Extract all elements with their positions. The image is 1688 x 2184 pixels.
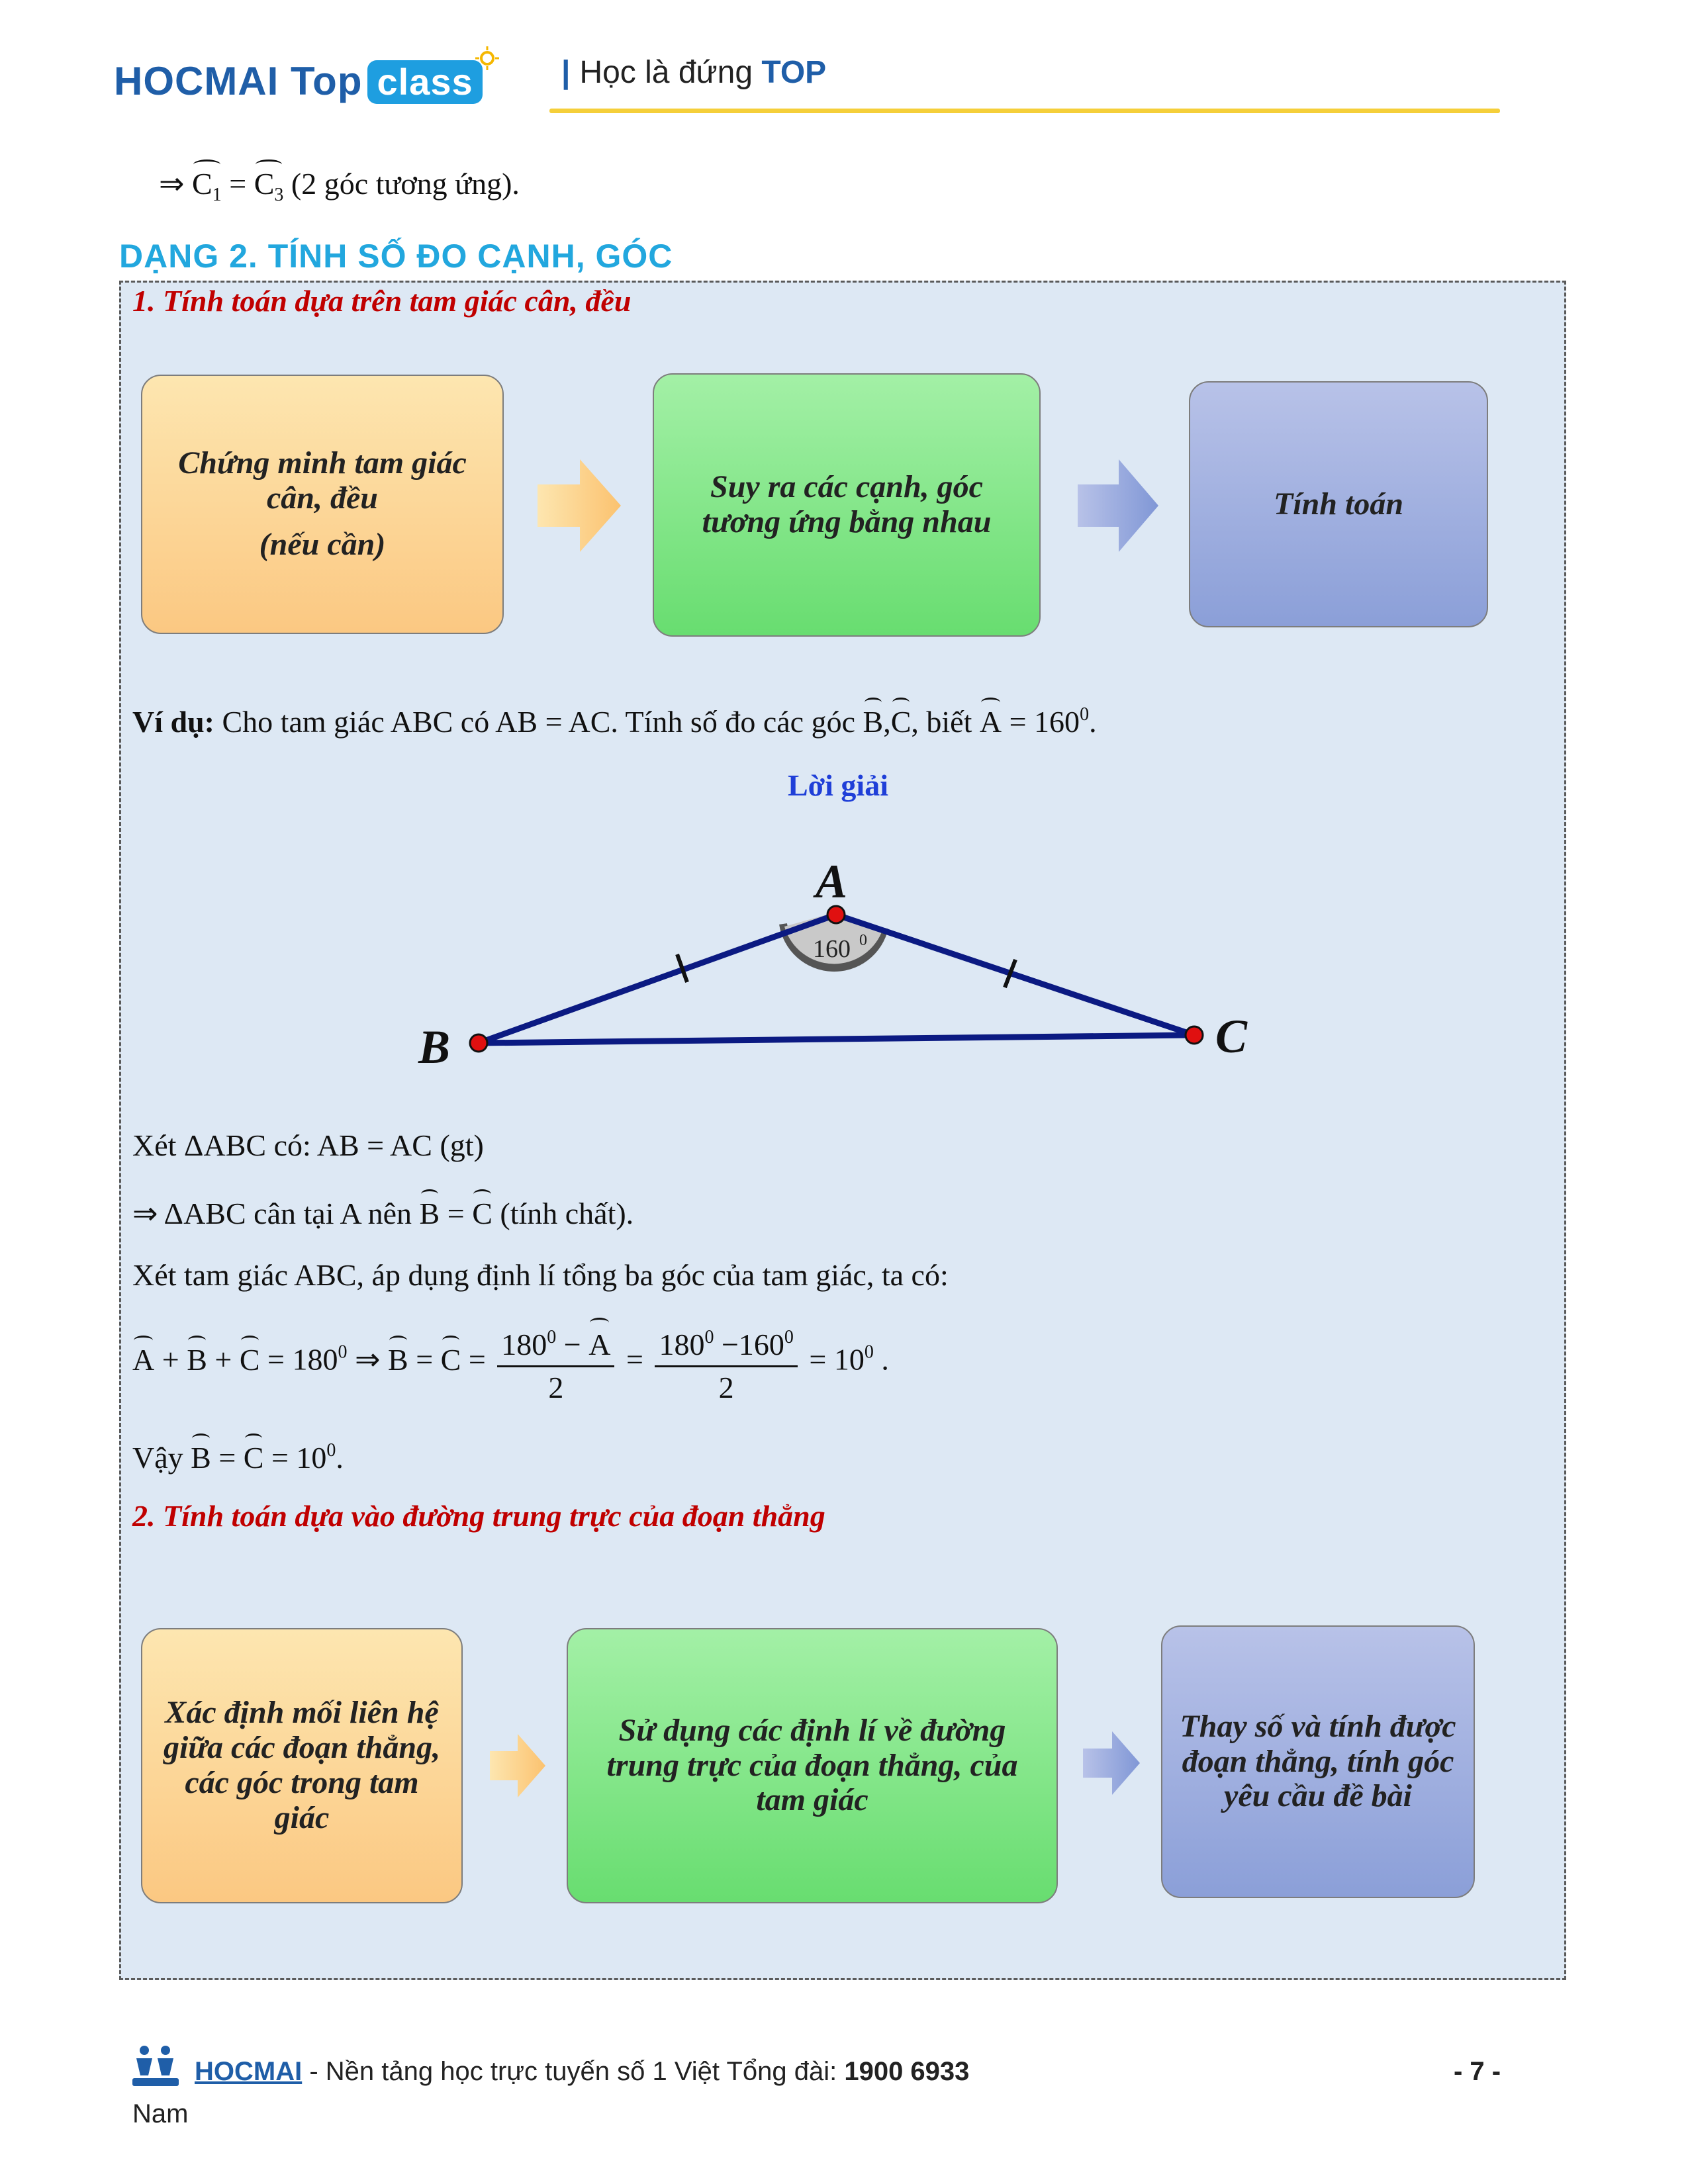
flow1-step1-note: (nếu cần) (259, 527, 386, 563)
s4-b: B (187, 1342, 207, 1377)
f2-deg2: 0 (784, 1327, 794, 1347)
s4-plus2: + (207, 1342, 240, 1377)
section-heading: DẠNG 2. TÍNH SỐ ĐO CẠNH, GÓC (119, 238, 673, 275)
side-ab (479, 915, 836, 1043)
flow1-step3-text: Tính toán (1273, 486, 1404, 522)
example-value: = 160 (1002, 705, 1080, 739)
s4-eq5: = 10 (801, 1342, 865, 1377)
equation-tail: (2 góc tương ứng). (283, 167, 520, 201)
f1-180: 180 (501, 1328, 547, 1361)
part2-heading: 2. Tính toán dựa vào đường trung trực của đoạn thẳng (132, 1499, 825, 1533)
implies-symbol: ⇒ (159, 167, 185, 201)
example-label: Ví dụ: (132, 705, 214, 739)
s5-val: = 10 (263, 1441, 327, 1475)
sun-icon (474, 45, 500, 71)
s5-end: . (336, 1441, 344, 1475)
example-angle-a: A (979, 705, 1002, 739)
fraction-1 (497, 1317, 614, 1408)
example-degree: 0 (1080, 704, 1090, 725)
fraction-1-denominator: 2 (548, 1371, 564, 1404)
flow1-step2-text: Suy ra các cạnh, góc tương ứng bằng nhau (702, 469, 992, 539)
step2-angle-c: C (472, 1197, 492, 1230)
flow1-arrow1-icon (538, 459, 621, 552)
header-divider (549, 109, 1500, 113)
flow2-step2-box (567, 1628, 1058, 1903)
example-angle-c: C (890, 705, 912, 739)
solution-step4 (132, 1317, 889, 1408)
flow2-step2-text: Sử dụng các định lí về đường trung trực của đoạn thẳng, của tam giác (606, 1712, 1018, 1818)
solution-step2 (132, 1195, 633, 1231)
hocmai-footer-logo-icon (130, 2042, 181, 2089)
flow2-step3-text: Thay số và tính được đoạn thẳng, tính góc yêu cầu đề bài (1180, 1708, 1456, 1814)
tagline-separator: | (561, 55, 571, 90)
label-a: A (816, 855, 848, 908)
example-angle-b: B (863, 705, 884, 739)
s4-eq3: = (461, 1342, 494, 1377)
step2-pre: ⇒ ΔABC cân tại A nên (132, 1197, 420, 1230)
f1-angle-a: A (588, 1324, 610, 1365)
part1-heading: 1. Tính toán dựa trên tam giác cân, đều (132, 284, 632, 318)
f2-minus160: −160 (714, 1328, 784, 1361)
solution-conclusion (132, 1440, 344, 1475)
c3-letter: C (254, 167, 275, 201)
flow2-step1-box (141, 1628, 463, 1903)
angle-c3 (254, 166, 284, 206)
s4-end: . (873, 1342, 889, 1377)
example-line (132, 704, 1097, 739)
f1-deg: 0 (547, 1327, 557, 1347)
solution-step3: Xét tam giác ABC, áp dụng định lí tổng ba góc của tam giác, ta có: (132, 1258, 949, 1292)
step2-post: (tính chất). (492, 1197, 634, 1230)
flow2-step1-text: Xác định mối liên hệ giữa các đoạn thẳng, các góc trong tam giác (163, 1695, 441, 1835)
s4-a: A (132, 1342, 155, 1377)
point-a (827, 906, 845, 923)
flow1-step3-box (1189, 381, 1488, 627)
point-b (470, 1034, 487, 1052)
f2-180: 180 (659, 1328, 705, 1361)
step2-eq: = (440, 1197, 473, 1230)
side-bc (479, 1035, 1194, 1043)
c1-sub: 1 (212, 185, 222, 205)
flow2-arrow1-icon (490, 1734, 545, 1797)
flow1-arrow2-icon (1078, 459, 1158, 552)
fraction-1-numerator (497, 1317, 614, 1367)
s4-implies: ⇒ (347, 1342, 389, 1377)
s4-eq180: = 180 (259, 1342, 338, 1377)
footer-description: - Nền tảng học trực tuyến số 1 Việt (302, 2057, 727, 2086)
example-end: . (1089, 705, 1097, 739)
s4-deg5: 0 (864, 1342, 874, 1363)
fraction-2 (655, 1317, 797, 1408)
angle-c1 (192, 166, 222, 206)
side-ac (836, 915, 1194, 1035)
flow1-step2-box (653, 373, 1041, 637)
c1-letter: C (192, 167, 212, 201)
solution-step1: Xét ΔABC có: AB = AC (gt) (132, 1128, 484, 1162)
tagline (561, 54, 826, 91)
example-text: Cho tam giác ABC có AB = AC. Tính số đo các góc (214, 705, 863, 739)
s5-pre: Vậy (132, 1441, 191, 1475)
footer-hotline-label: Tổng đài: (726, 2057, 845, 2086)
f2-deg: 0 (704, 1327, 714, 1347)
flow1-step1-box (141, 375, 504, 634)
fraction-2-numerator (655, 1317, 797, 1367)
hocmai-topclass-logo (114, 58, 483, 104)
label-c: C (1215, 1010, 1248, 1063)
fraction-2-denominator: 2 (718, 1371, 734, 1404)
equals-sign: = (221, 167, 254, 201)
flow2-step3-box (1161, 1625, 1475, 1898)
s5-c: C (243, 1441, 264, 1475)
s4-eq2: = (408, 1342, 441, 1377)
flow1-step1-text: Chứng minh tam giác cân, đều (178, 445, 467, 516)
s4-c: C (239, 1342, 260, 1377)
solution-title: Lời giải (788, 768, 888, 802)
page-number: - 7 - (1454, 2057, 1501, 2086)
f1-minus: − (556, 1328, 589, 1361)
s5-deg: 0 (326, 1440, 336, 1461)
s5-eq: = (211, 1441, 244, 1475)
equation-c1-c3 (159, 165, 520, 206)
footer-text (195, 2057, 969, 2087)
triangle-figure (397, 841, 1271, 1085)
logo-class-badge: class (367, 60, 482, 104)
tagline-prefix: Học là đứng (579, 55, 753, 90)
s4-deg: 0 (338, 1342, 348, 1363)
example-biet: , biết (911, 705, 980, 739)
footer-brand-link[interactable]: HOCMAI (195, 2057, 303, 2086)
footer-hotline: 1900 6933 (844, 2057, 970, 2086)
step2-angle-b: B (419, 1197, 440, 1230)
s4-c2: C (440, 1342, 461, 1377)
example-comma: , (883, 705, 891, 739)
s4-eq4: = (618, 1342, 651, 1377)
c3-sub: 3 (274, 185, 284, 205)
s4-b2: B (388, 1342, 408, 1377)
angle-label-degree: 0 (859, 932, 867, 949)
footer-nam: Nam (132, 2099, 189, 2128)
label-b: B (418, 1021, 451, 1073)
point-c (1186, 1026, 1203, 1044)
flow2-arrow2-icon (1083, 1731, 1140, 1795)
logo-text: HOCMAI Top (114, 59, 363, 103)
angle-label: 160 (813, 935, 851, 963)
s4-plus1: + (154, 1342, 187, 1377)
s5-b: B (191, 1441, 211, 1475)
tagline-strong: TOP (761, 55, 827, 90)
